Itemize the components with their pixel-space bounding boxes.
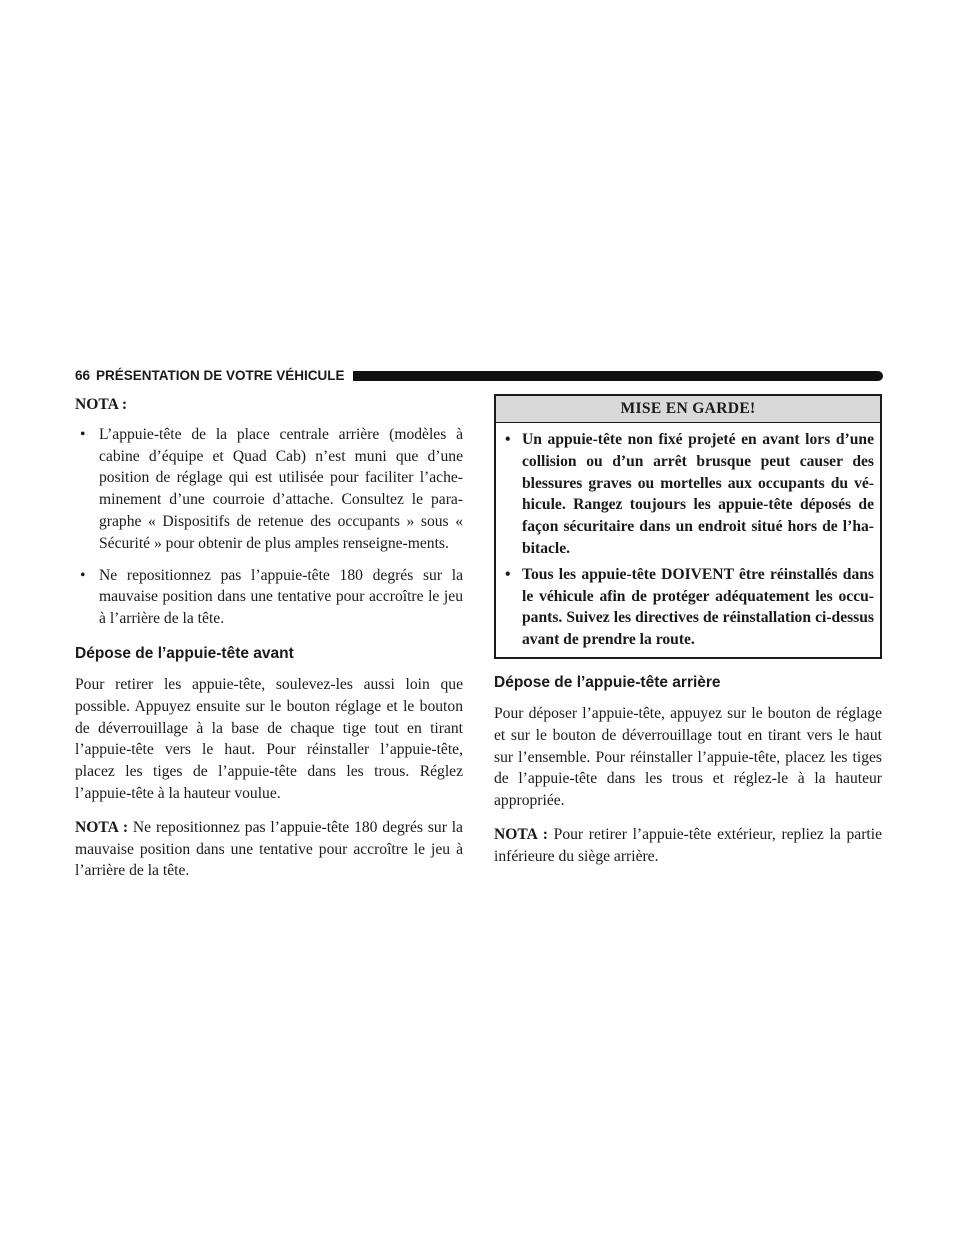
list-item — [502, 429, 874, 560]
nota-heading: NOTA : — [75, 396, 128, 413]
list-item-text: Ne repositionnez pas l’appuie-tête 180 degrés sur la mauvaise position dans une tentative pour accroître le jeu à l’arrière de la tête. — [99, 566, 463, 628]
bullet-icon: • — [80, 425, 86, 443]
list-item-text: Tous les appuie-tête DOIVENT être réinstallés dans le véhicule afin de protéger adéquatement les occu-pants. Suivez les directives de réinstallation ci-dessus avant de prendre la route. — [522, 565, 874, 649]
rear-headrest-paragraph: Pour déposer l’appuie-tête, appuyez sur le bouton de réglage et sur le bouton de déverrouillage tout en tirant vers le haut sur l’ensemble. Pour réinstaller l’appuie-tête, placez les tiges de l’appuie-tête dans les trous et réglez-le à la hauteur appropriée. — [494, 704, 882, 810]
right-column — [494, 394, 882, 880]
nota-bullet-list — [75, 424, 463, 630]
page-header — [75, 366, 883, 386]
bullet-icon: • — [505, 431, 511, 448]
list-item-text: L’appuie-tête de la place centrale arrière (modèles à cabine d’équipe et Quad Cab) n’est muni que d’une position de réglage qui est utilisée pour faciliter l’ache-minement d’une courroie d’attache. Consultez le para-graphe « Dispositifs de retenue des occupants » sous « Sécurité » pour obtenir de plus amples renseigne-ments. — [99, 425, 463, 552]
warning-bullet-list — [502, 429, 874, 651]
section-title-rear-headrest: Dépose de l’appuie-tête arrière — [494, 673, 721, 691]
nota-text: Pour retirer l’appuie-tête extérieur, repliez la partie inférieure du siège arrière. — [494, 825, 882, 865]
warning-title: MISE EN GARDE! — [496, 396, 880, 423]
nota-paragraph — [494, 824, 882, 868]
nota-paragraph — [75, 817, 463, 882]
list-item — [75, 424, 463, 555]
nota-label: NOTA : — [494, 825, 548, 843]
chapter-title: PRÉSENTATION DE VOTRE VÉHICULE — [96, 368, 345, 383]
running-header — [75, 366, 353, 386]
warning-box — [494, 394, 882, 659]
section-title-front-headrest: Dépose de l’appuie-tête avant — [75, 644, 294, 662]
list-item-text: Un appuie-tête non fixé projeté en avant lors d’une collision ou d’un arrêt brusque peut causer des blessures graves ou mortelles aux occupants du vé-hicule. Rangez toujours les appuie-tête déposés de façon sécuritaire dans un endroit situé hors de l’ha-bitacle. — [522, 431, 874, 557]
page-number: 66 — [75, 368, 91, 383]
left-column — [75, 394, 463, 894]
list-item — [502, 564, 874, 651]
warning-body — [496, 423, 880, 657]
front-headrest-paragraph: Pour retirer les appuie-tête, soulevez-les aussi loin que possible. Appuyez ensuite sur le bouton réglage et le bouton de déverrouillage à la base de chaque tige tout en tirant l’appuie-tête vers le haut. Pour réinstaller l’appuie-tête, placez les tiges de l’appuie-tête dans les trous. Réglez l’appuie-tête à la hauteur voulue. — [75, 675, 463, 802]
nota-label: NOTA : — [75, 818, 129, 836]
bullet-icon: • — [505, 565, 511, 583]
list-item — [75, 565, 463, 630]
nota-text: Ne repositionnez pas l’appuie-tête 180 degrés sur la mauvaise position dans une tentative pour accroître le jeu à l’arrière de la tête. — [75, 818, 463, 880]
bullet-icon: • — [80, 566, 86, 584]
